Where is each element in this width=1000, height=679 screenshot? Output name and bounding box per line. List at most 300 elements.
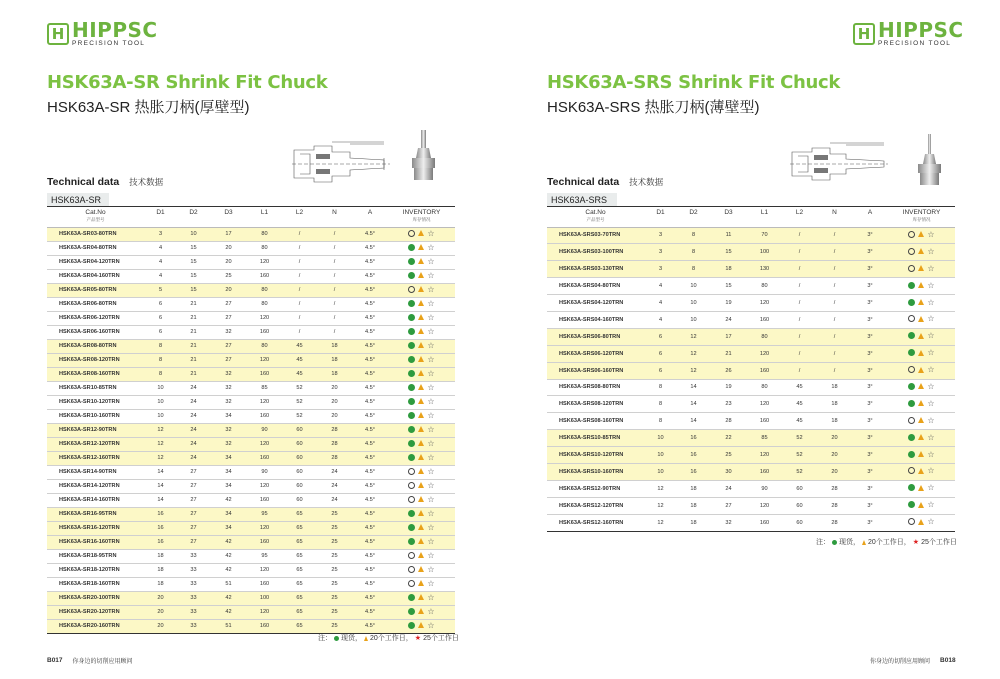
in-stock-icon: [408, 258, 415, 265]
star-outline-icon: ☆: [427, 578, 435, 588]
cell-a: 4.5°: [352, 409, 388, 423]
triangle-icon: [418, 258, 424, 264]
cell-n: /: [317, 311, 352, 325]
cell-d2: 33: [177, 549, 210, 563]
cell-l1: 160: [247, 325, 282, 339]
cell-l1: 70: [747, 227, 782, 244]
cell-l2: 60: [282, 437, 317, 451]
table-row: [47, 465, 455, 479]
cell-a: 4.5°: [352, 507, 388, 521]
cell-inventory: [388, 507, 455, 521]
cell-inventory: [888, 514, 955, 531]
star-outline-icon: ☆: [927, 415, 935, 425]
cell-a: 4.5°: [352, 325, 388, 339]
triangle-icon: [918, 485, 924, 491]
out-of-stock-icon: [908, 248, 915, 255]
cell-l1: 120: [247, 521, 282, 535]
cell-d3: 42: [210, 591, 247, 605]
star-outline-icon: ☆: [927, 263, 935, 273]
out-of-stock-icon: [408, 496, 415, 503]
table-row: [47, 311, 455, 325]
table-row: [547, 295, 955, 312]
cell-d1: 20: [144, 619, 177, 633]
cell-d1: 20: [144, 591, 177, 605]
out-of-stock-icon: [908, 417, 915, 424]
cell-d3: 42: [210, 535, 247, 549]
star-outline-icon: ☆: [427, 340, 435, 350]
triangle-icon: [418, 272, 424, 278]
cell-n: 28: [817, 480, 852, 497]
cell-a: 3°: [852, 227, 888, 244]
cell-inventory: [888, 261, 955, 278]
cell-l2: 45: [282, 353, 317, 367]
cell-d1: 12: [144, 437, 177, 451]
triangle-icon: [918, 248, 924, 254]
table-row: [547, 463, 955, 480]
cell-d1: 4: [644, 278, 677, 295]
cell-inventory: [388, 381, 455, 395]
cell-inventory: [388, 479, 455, 493]
triangle-icon: [418, 314, 424, 320]
cell-d2: 21: [177, 353, 210, 367]
cell-d2: 33: [177, 563, 210, 577]
cell-n: /: [817, 311, 852, 328]
cell-a: 3°: [852, 261, 888, 278]
in-stock-icon: [408, 314, 415, 321]
cell-d1: 4: [144, 255, 177, 269]
cell-l1: 85: [747, 430, 782, 447]
triangle-icon: [918, 367, 924, 373]
cell-d1: 10: [144, 395, 177, 409]
in-stock-icon: [908, 349, 915, 356]
cell-d2: 10: [677, 295, 710, 312]
star-icon: ★: [414, 635, 422, 642]
cell-cat-no: HSK63A-SRS04-120TRN: [547, 295, 644, 312]
table-row: [547, 480, 955, 497]
in-stock-icon: [408, 412, 415, 419]
table-row: [47, 409, 455, 423]
cell-d1: 10: [644, 463, 677, 480]
in-stock-icon: [408, 608, 415, 615]
table-row: [47, 241, 455, 255]
cell-a: 3°: [852, 514, 888, 531]
tech-en: Technical data: [47, 176, 120, 188]
legend-note-right: 注： 现货， 20个工作日， ★ 25个工作日: [816, 539, 957, 546]
cell-d2: 27: [177, 479, 210, 493]
table-row: [547, 396, 955, 413]
cell-cat-no: HSK63A-SRS03-130TRN: [547, 261, 644, 278]
in-stock-icon: [908, 484, 915, 491]
cell-cat-no: HSK63A-SRS06-80TRN: [547, 328, 644, 345]
cell-a: 3°: [852, 311, 888, 328]
cell-d1: 8: [644, 379, 677, 396]
cell-inventory: [388, 451, 455, 465]
star-outline-icon: ☆: [427, 298, 435, 308]
cell-d1: 4: [644, 311, 677, 328]
cell-d2: 27: [177, 507, 210, 521]
table-row: [47, 507, 455, 521]
col-d2: D2: [177, 207, 210, 227]
table-row: [47, 521, 455, 535]
cell-n: /: [817, 244, 852, 261]
star-outline-icon: ☆: [427, 564, 435, 574]
cell-d3: 20: [210, 255, 247, 269]
cell-l2: 60: [282, 479, 317, 493]
cell-l2: /: [782, 295, 817, 312]
page-number: B017: [47, 657, 63, 664]
cell-l2: 65: [282, 507, 317, 521]
cell-l2: 60: [782, 480, 817, 497]
table-row: [47, 367, 455, 381]
cell-d2: 33: [177, 605, 210, 619]
cell-n: /: [817, 227, 852, 244]
cell-d1: 4: [144, 241, 177, 255]
triangle-icon: [418, 622, 424, 628]
star-outline-icon: ☆: [427, 466, 435, 476]
triangle-icon: [418, 454, 424, 460]
table-row: [547, 261, 955, 278]
cell-l1: 85: [247, 381, 282, 395]
col-d3: D3: [210, 207, 247, 227]
cell-d3: 15: [710, 278, 747, 295]
cell-d3: 27: [210, 353, 247, 367]
cell-l2: 65: [282, 549, 317, 563]
triangle-icon: [364, 636, 368, 641]
triangle-icon: [418, 328, 424, 334]
star-outline-icon: ☆: [427, 480, 435, 490]
technical-data-heading: [47, 176, 163, 188]
cell-cat-no: HSK63A-SR10-120TRN: [47, 395, 144, 409]
cell-a: 4.5°: [352, 577, 388, 591]
cell-l1: 100: [247, 591, 282, 605]
triangle-icon: [418, 566, 424, 572]
in-stock-icon: [408, 538, 415, 545]
cell-n: 28: [817, 497, 852, 514]
cell-n: 25: [317, 563, 352, 577]
cell-d2: 24: [177, 451, 210, 465]
cell-l1: 120: [747, 396, 782, 413]
col-inventory: INVENTORY 库存情况: [888, 207, 955, 227]
cell-cat-no: HSK63A-SR16-160TRN: [47, 535, 144, 549]
cell-a: 4.5°: [352, 297, 388, 311]
cell-d2: 21: [177, 297, 210, 311]
cell-a: 3°: [852, 447, 888, 464]
cell-n: /: [317, 255, 352, 269]
cell-d2: 21: [177, 311, 210, 325]
cell-d2: 16: [677, 430, 710, 447]
cell-n: 25: [317, 507, 352, 521]
cell-l1: 90: [747, 480, 782, 497]
cell-l2: /: [782, 311, 817, 328]
cell-a: 4.5°: [352, 381, 388, 395]
cell-inventory: [888, 345, 955, 362]
cell-inventory: [388, 283, 455, 297]
cell-d1: 8: [644, 396, 677, 413]
col-inventory: INVENTORY 库存情况: [388, 207, 455, 227]
cell-inventory: [388, 409, 455, 423]
cell-l1: 120: [747, 497, 782, 514]
table-row: [547, 379, 955, 396]
cell-l2: 52: [782, 430, 817, 447]
cell-inventory: [388, 591, 455, 605]
table-row: [47, 381, 455, 395]
cell-a: 4.5°: [352, 521, 388, 535]
brand-logo-right: [853, 20, 964, 48]
triangle-icon: [418, 496, 424, 502]
star-outline-icon: ☆: [927, 517, 935, 527]
table-row: [547, 362, 955, 379]
cell-d3: 15: [710, 244, 747, 261]
cell-a: 4.5°: [352, 227, 388, 241]
triangle-icon: [418, 594, 424, 600]
cell-l1: 160: [747, 413, 782, 430]
triangle-icon: [418, 356, 424, 362]
cell-l1: 120: [247, 353, 282, 367]
table-row: [547, 278, 955, 295]
cell-n: 28: [317, 423, 352, 437]
cell-l1: 160: [247, 409, 282, 423]
star-outline-icon: ☆: [427, 550, 435, 560]
cell-l2: 52: [282, 381, 317, 395]
cell-l2: /: [282, 255, 317, 269]
triangle-icon: [918, 265, 924, 271]
cell-d2: 15: [177, 241, 210, 255]
cell-cat-no: HSK63A-SRS08-160TRN: [547, 413, 644, 430]
cell-cat-no: HSK63A-SR12-120TRN: [47, 437, 144, 451]
cell-d3: 34: [210, 521, 247, 535]
cell-n: /: [317, 325, 352, 339]
cell-d1: 6: [644, 345, 677, 362]
cell-cat-no: HSK63A-SR04-80TRN: [47, 241, 144, 255]
cell-n: 24: [317, 479, 352, 493]
col-l2: L2: [282, 207, 317, 227]
chuck-technical-drawing: [790, 140, 890, 188]
cell-d2: 27: [177, 521, 210, 535]
cell-l2: 45: [782, 379, 817, 396]
col-d1: D1: [644, 207, 677, 227]
table-row: [47, 549, 455, 563]
out-of-stock-icon: [408, 552, 415, 559]
cell-d2: 27: [177, 493, 210, 507]
cell-cat-no: HSK63A-SRS08-120TRN: [547, 396, 644, 413]
table-row: [47, 325, 455, 339]
cell-d3: 42: [210, 493, 247, 507]
cell-d2: 14: [677, 413, 710, 430]
star-outline-icon: ☆: [927, 229, 935, 239]
star-outline-icon: ☆: [427, 606, 435, 616]
footer-right: [870, 656, 956, 665]
cell-cat-no: HSK63A-SR04-120TRN: [47, 255, 144, 269]
cell-d1: 10: [644, 447, 677, 464]
col-d3: D3: [710, 207, 747, 227]
triangle-icon: [918, 299, 924, 305]
cell-a: 4.5°: [352, 423, 388, 437]
logo-mark-icon: H: [47, 23, 69, 45]
star-outline-icon: ☆: [427, 312, 435, 322]
cell-l1: 160: [747, 463, 782, 480]
cell-n: 25: [317, 577, 352, 591]
cell-l1: 80: [247, 339, 282, 353]
cell-d1: 16: [144, 535, 177, 549]
cell-d1: 12: [644, 497, 677, 514]
in-stock-icon: [408, 328, 415, 335]
cell-l1: 120: [747, 345, 782, 362]
table-row: [47, 423, 455, 437]
cell-n: 25: [317, 619, 352, 633]
cell-d1: 4: [644, 295, 677, 312]
table-row: [47, 339, 455, 353]
in-stock-icon: [408, 272, 415, 279]
in-stock-icon: [908, 400, 915, 407]
cell-d3: 42: [210, 605, 247, 619]
cell-a: 3°: [852, 497, 888, 514]
in-stock-icon: [908, 451, 915, 458]
cell-l2: 60: [782, 514, 817, 531]
cell-inventory: [888, 447, 955, 464]
cell-d3: 27: [210, 311, 247, 325]
in-stock-icon: [908, 434, 915, 441]
cell-l1: 80: [747, 278, 782, 295]
cell-inventory: [388, 325, 455, 339]
star-outline-icon: ☆: [427, 410, 435, 420]
cell-l2: 65: [282, 563, 317, 577]
star-outline-icon: ☆: [427, 284, 435, 294]
cell-l2: 60: [282, 493, 317, 507]
cell-d2: 27: [177, 465, 210, 479]
star-outline-icon: ☆: [927, 432, 935, 442]
triangle-icon: [418, 412, 424, 418]
cell-n: 25: [317, 549, 352, 563]
cell-n: 24: [317, 493, 352, 507]
cell-d2: 15: [177, 255, 210, 269]
table-row: [47, 479, 455, 493]
table-row: [47, 437, 455, 451]
table-row: [47, 283, 455, 297]
out-of-stock-icon: [908, 467, 915, 474]
cell-cat-no: HSK63A-SR18-120TRN: [47, 563, 144, 577]
cell-cat-no: HSK63A-SRS10-160TRN: [547, 463, 644, 480]
chuck-technical-drawing: [292, 140, 392, 188]
out-of-stock-icon: [408, 566, 415, 573]
triangle-icon: [418, 510, 424, 516]
series-label: HSK63A-SR: [47, 193, 109, 207]
table-row: [547, 447, 955, 464]
star-outline-icon: ☆: [427, 368, 435, 378]
star-outline-icon: ☆: [427, 242, 435, 252]
cell-d1: 4: [144, 269, 177, 283]
cell-n: 25: [317, 605, 352, 619]
in-stock-icon: [832, 540, 837, 545]
cell-d2: 10: [677, 311, 710, 328]
triangle-icon: [418, 538, 424, 544]
cell-l2: /: [282, 227, 317, 241]
table-header-row: [47, 207, 455, 227]
in-stock-icon: [408, 510, 415, 517]
cell-a: 4.5°: [352, 311, 388, 325]
star-outline-icon: ☆: [427, 452, 435, 462]
cell-d1: 3: [144, 227, 177, 241]
cell-inventory: [388, 563, 455, 577]
col-a: A: [352, 207, 388, 227]
triangle-icon: [918, 282, 924, 288]
cell-a: 3°: [852, 244, 888, 261]
cell-l1: 160: [247, 619, 282, 633]
cell-a: 3°: [852, 379, 888, 396]
tech-cn: 技术数据: [129, 177, 164, 187]
cell-d1: 20: [144, 605, 177, 619]
cell-inventory: [888, 396, 955, 413]
cell-cat-no: HSK63A-SR05-80TRN: [47, 283, 144, 297]
cell-n: 18: [817, 379, 852, 396]
in-stock-icon: [334, 636, 339, 641]
cell-l2: /: [782, 278, 817, 295]
cell-l1: 120: [247, 395, 282, 409]
table-row: [47, 395, 455, 409]
cell-a: 3°: [852, 430, 888, 447]
cell-cat-no: HSK63A-SR14-160TRN: [47, 493, 144, 507]
cell-d2: 24: [177, 381, 210, 395]
cell-inventory: [888, 328, 955, 345]
cell-d1: 12: [644, 480, 677, 497]
cell-l1: 160: [247, 269, 282, 283]
cell-d3: 51: [210, 577, 247, 591]
cell-a: 3°: [852, 463, 888, 480]
cell-l2: 52: [782, 463, 817, 480]
star-outline-icon: ☆: [927, 297, 935, 307]
cell-d1: 10: [644, 430, 677, 447]
star-outline-icon: ☆: [927, 331, 935, 341]
cell-n: /: [817, 295, 852, 312]
cell-l2: /: [782, 362, 817, 379]
cell-d3: 24: [710, 311, 747, 328]
cell-l1: 80: [247, 297, 282, 311]
cell-d2: 16: [677, 463, 710, 480]
cell-n: /: [317, 241, 352, 255]
triangle-icon: [862, 540, 866, 545]
cell-l2: 45: [282, 339, 317, 353]
cell-l2: 65: [282, 577, 317, 591]
page-number: B018: [940, 657, 956, 664]
cell-inventory: [388, 255, 455, 269]
cell-n: 20: [317, 381, 352, 395]
cell-d3: 34: [210, 465, 247, 479]
cell-a: 4.5°: [352, 549, 388, 563]
table-row: [47, 297, 455, 311]
cell-n: 28: [817, 514, 852, 531]
table-row: [547, 311, 955, 328]
cell-inventory: [888, 227, 955, 244]
triangle-icon: [418, 468, 424, 474]
cell-d3: 11: [710, 227, 747, 244]
triangle-icon: [918, 468, 924, 474]
footer-slogan: 你身边的切削应用顾问: [870, 659, 931, 665]
cell-a: 4.5°: [352, 591, 388, 605]
cell-l2: 65: [282, 619, 317, 633]
page-title-en: HSK63A-SR Shrink Fit Chuck: [47, 72, 328, 93]
col-d2: D2: [677, 207, 710, 227]
table-row: [47, 269, 455, 283]
cell-d2: 33: [177, 577, 210, 591]
col-l2: L2: [782, 207, 817, 227]
col-cat: Cat.No 产品型号: [547, 207, 644, 227]
cell-cat-no: HSK63A-SRS06-160TRN: [547, 362, 644, 379]
cell-d1: 3: [644, 227, 677, 244]
cell-d2: 14: [677, 379, 710, 396]
cell-inventory: [388, 619, 455, 633]
cell-n: 20: [817, 463, 852, 480]
cell-d3: 32: [210, 325, 247, 339]
star-outline-icon: ☆: [427, 396, 435, 406]
